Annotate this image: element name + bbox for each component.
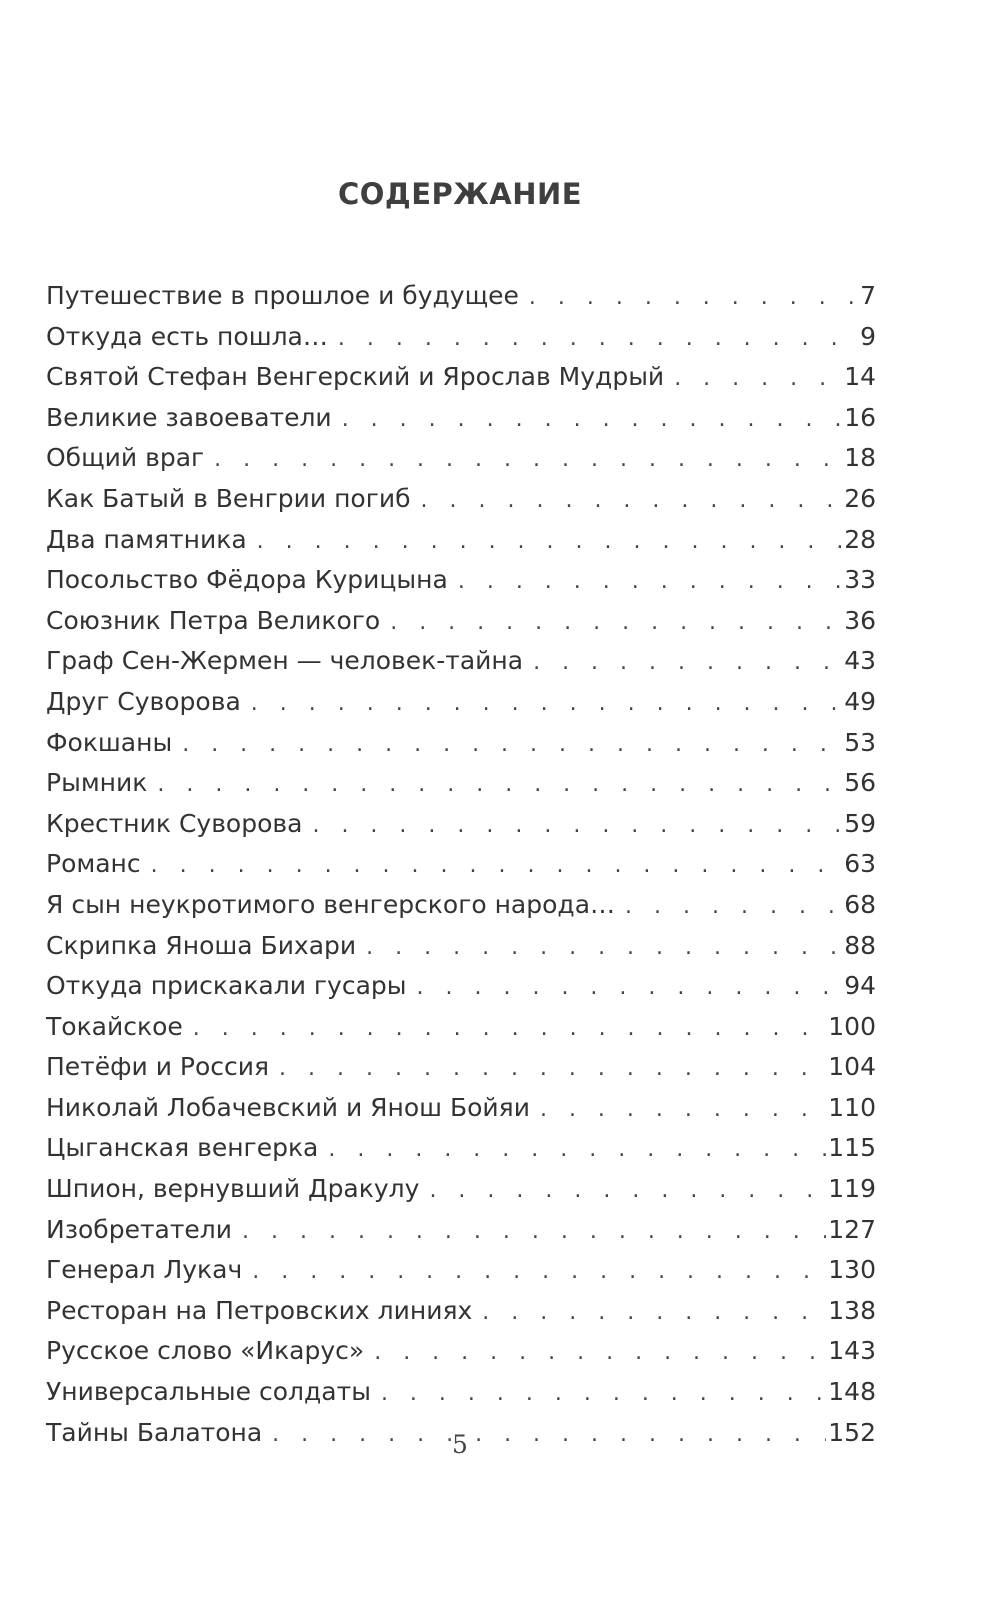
dot-leader [366, 933, 842, 963]
dot-leader [429, 1176, 826, 1206]
toc-entry-title: Скрипка Яноша Бихари [46, 930, 357, 960]
toc-entry[interactable] [46, 1377, 876, 1418]
toc-entry-title: Универсальные солдаты [46, 1377, 371, 1407]
table-of-contents [46, 281, 876, 1458]
dot-leader [529, 283, 858, 313]
toc-entry-page: 49 [844, 686, 876, 716]
toc-entry-title: Крестник Суворова [46, 808, 303, 838]
toc-entry-page: 59 [844, 808, 876, 838]
toc-entry-page: 14 [844, 362, 876, 392]
dot-leader [458, 567, 842, 597]
toc-entry-title: Токайское [46, 1011, 183, 1041]
toc-entry-page: 104 [828, 1052, 876, 1082]
dot-leader [328, 1135, 826, 1165]
toc-entry-page: 68 [844, 889, 876, 919]
toc-entry-page: 110 [828, 1092, 876, 1122]
toc-entry-title: Цыганская венгерка [46, 1133, 319, 1163]
toc-entry[interactable] [46, 1336, 876, 1377]
toc-entry[interactable] [46, 1012, 876, 1053]
toc-entry-page: 16 [844, 402, 876, 432]
toc-entry[interactable] [46, 687, 876, 728]
toc-entry-title: Граф Сен-Жермен — человек-тайна [46, 646, 524, 676]
toc-entry[interactable] [46, 606, 876, 647]
toc-entry-title: Генерал Лукач [46, 1255, 243, 1285]
toc-entry-title: Откуда прискакали гусары [46, 971, 407, 1001]
toc-entry[interactable] [46, 1296, 876, 1337]
dot-leader [417, 973, 843, 1003]
toc-entry-page: 9 [860, 321, 876, 351]
toc-entry-page: 94 [844, 971, 876, 1001]
toc-entry[interactable] [46, 809, 876, 850]
dot-leader [157, 770, 842, 800]
toc-entry-page: 100 [828, 1011, 876, 1041]
toc-entry[interactable] [46, 1093, 876, 1134]
toc-entry[interactable] [46, 768, 876, 809]
dot-leader [533, 648, 842, 678]
toc-entry-page: 36 [844, 605, 876, 635]
toc-entry-title: Фокшаны [46, 727, 173, 757]
toc-entry-page: 33 [844, 565, 876, 595]
toc-entry-title: Как Батый в Венгрии погиб [46, 483, 411, 513]
toc-entry[interactable] [46, 971, 876, 1012]
dot-leader [151, 851, 843, 881]
toc-entry[interactable] [46, 443, 876, 484]
toc-entry-page: 26 [844, 483, 876, 513]
toc-entry[interactable] [46, 565, 876, 606]
toc-entry[interactable] [46, 931, 876, 972]
toc-entry-page: 53 [844, 727, 876, 757]
toc-entry-page: 18 [844, 443, 876, 473]
page-number: 5 [452, 1430, 468, 1459]
dot-leader [421, 486, 843, 516]
toc-entry-title: Рымник [46, 768, 148, 798]
toc-entry-page: 115 [828, 1133, 876, 1163]
toc-entry-title: Изобретатели [46, 1214, 233, 1244]
toc-entry-title: Общий враг [46, 443, 205, 473]
toc-entry-title: Друг Суворова [46, 686, 241, 716]
toc-entry[interactable] [46, 728, 876, 769]
toc-entry-title: Петёфи и Россия [46, 1052, 270, 1082]
dot-leader [342, 405, 843, 435]
dot-leader [482, 1298, 826, 1328]
dot-leader [338, 324, 858, 354]
toc-entry-title: Великие завоеватели [46, 402, 332, 432]
toc-entry[interactable] [46, 890, 876, 931]
dot-leader [312, 811, 842, 841]
toc-entry-page: 63 [844, 849, 876, 879]
dot-leader [381, 1379, 826, 1409]
toc-entry[interactable] [46, 646, 876, 687]
toc-entry[interactable] [46, 403, 876, 444]
toc-entry-title: Русское слово «Икарус» [46, 1336, 365, 1366]
dot-leader [252, 1257, 826, 1287]
toc-entry-page: 138 [828, 1295, 876, 1325]
dot-leader [279, 1054, 826, 1084]
toc-entry-page: 56 [844, 768, 876, 798]
toc-entry[interactable] [46, 362, 876, 403]
toc-entry-title: Николай Лобачевский и Янош Бойяи [46, 1092, 530, 1122]
toc-entry[interactable] [46, 1174, 876, 1215]
dot-leader [214, 445, 842, 475]
dot-leader [182, 730, 842, 760]
toc-entry-page: 130 [828, 1255, 876, 1285]
toc-entry-title: Союзник Петра Великого [46, 605, 381, 635]
toc-entry-title: Два памятника [46, 524, 247, 554]
toc-entry[interactable] [46, 1255, 876, 1296]
dot-leader [390, 608, 842, 638]
dot-leader [374, 1338, 826, 1368]
toc-entry-title: Шпион, вернувший Дракулу [46, 1174, 420, 1204]
toc-entry-title: Путешествие в прошлое и будущее [46, 281, 519, 310]
toc-entry-page: 152 [828, 1417, 876, 1447]
toc-entry-page: 148 [828, 1377, 876, 1407]
toc-entry-page: 28 [844, 524, 876, 554]
toc-entry[interactable] [46, 322, 876, 363]
toc-entry-title: Святой Стефан Венгерский и Ярослав Мудрый [46, 362, 665, 392]
dot-leader [242, 1217, 826, 1247]
toc-entry-title: Я сын неукротимого венгерского народа… [46, 889, 616, 919]
dot-leader [540, 1095, 826, 1125]
toc-entry-title: Тайны Балатона [46, 1417, 263, 1447]
dot-leader [674, 364, 842, 394]
page-title: СОДЕРЖАНИЕ [337, 177, 583, 212]
toc-entry[interactable] [46, 1052, 876, 1093]
toc-entry-page: 43 [844, 646, 876, 676]
dot-leader [257, 527, 843, 557]
toc-entry-page: 127 [828, 1214, 876, 1244]
toc-entry-page: 119 [828, 1174, 876, 1204]
toc-entry-page: 143 [828, 1336, 876, 1366]
toc-entry-page: 7 [860, 281, 876, 310]
dot-leader [625, 892, 842, 922]
toc-entry-page: 88 [844, 930, 876, 960]
toc-entry[interactable] [46, 849, 876, 890]
toc-entry-title: Посольство Фёдора Курицына [46, 565, 448, 595]
toc-entry[interactable] [46, 484, 876, 525]
toc-entry-title: Романс [46, 849, 141, 879]
toc-entry[interactable] [46, 281, 876, 322]
toc-entry-title: Ресторан на Петровских линиях [46, 1295, 473, 1325]
toc-entry[interactable] [46, 525, 876, 566]
dot-leader [251, 689, 842, 719]
dot-leader [193, 1014, 827, 1044]
toc-entry-title: Откуда есть пошла… [46, 321, 328, 351]
toc-entry[interactable] [46, 1215, 876, 1256]
toc-entry[interactable] [46, 1133, 876, 1174]
